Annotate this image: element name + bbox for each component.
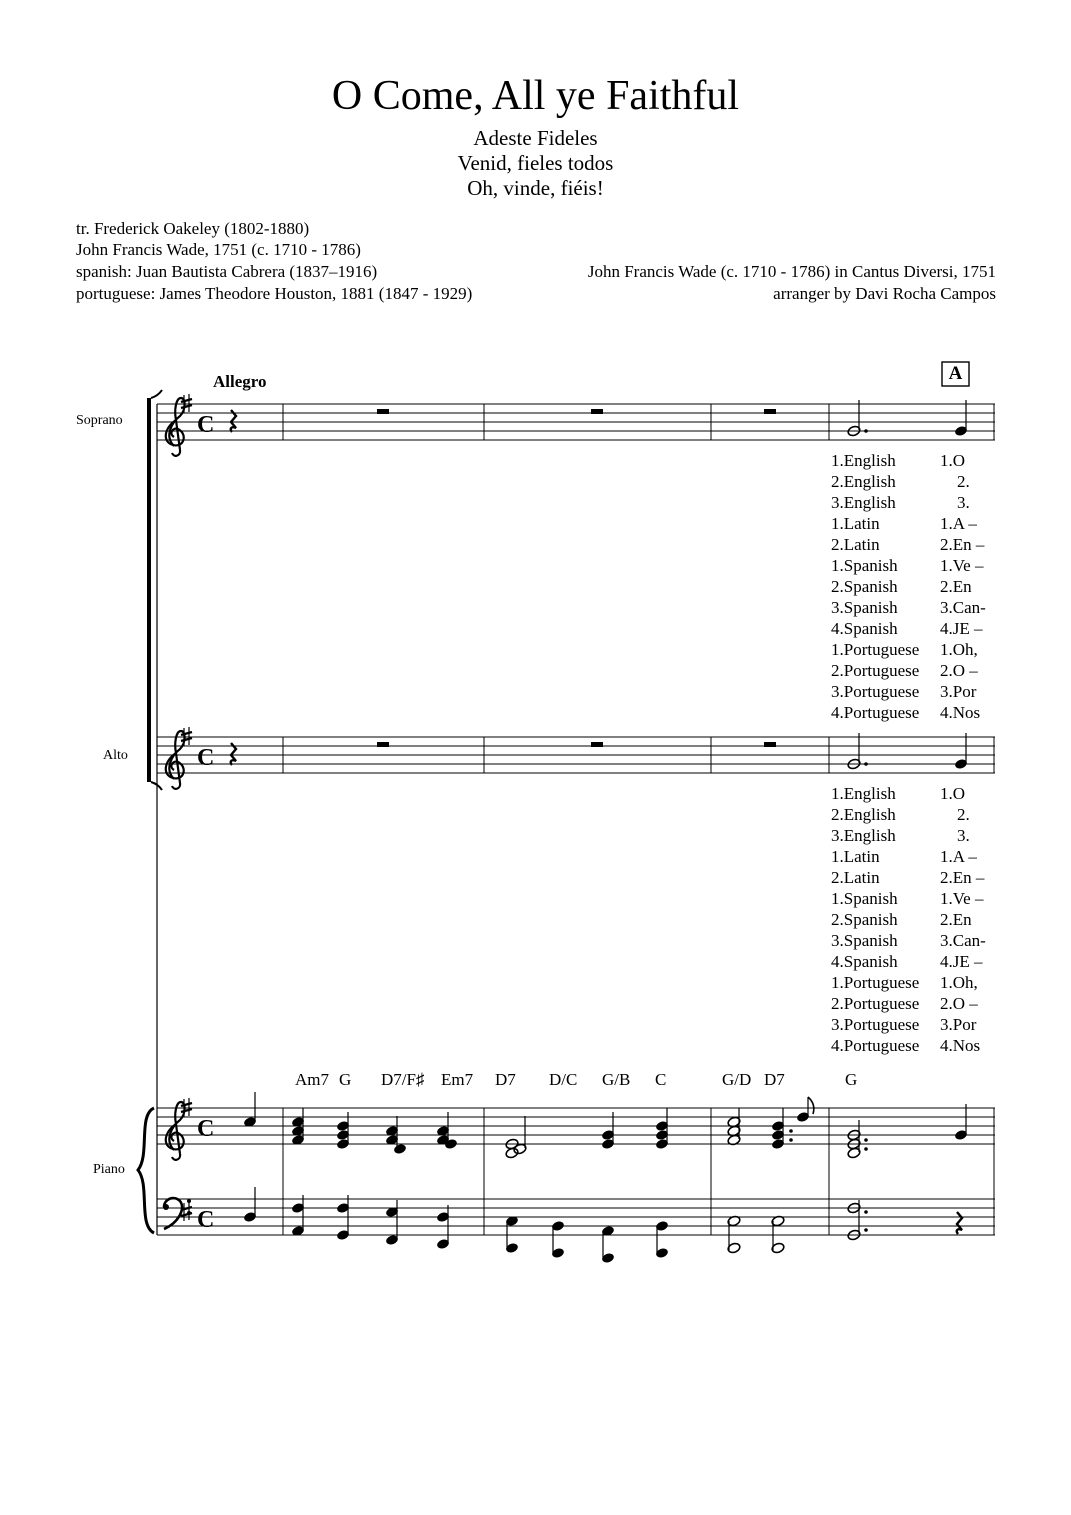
soprano-staff	[157, 394, 995, 456]
subtitle-latin: Adeste Fideles	[473, 126, 598, 150]
credit-spanish: spanish: Juan Bautista Cabrera (1837–1916)	[76, 262, 378, 281]
credit-portuguese: portuguese: James Theodore Houston, 1881 (1847 - 1929)	[76, 284, 473, 303]
chord-symbol: D/C	[549, 1070, 578, 1089]
chord-symbol: Em7	[441, 1070, 474, 1089]
credit-translator: tr. Frederick Oakeley (1802-1880)	[76, 219, 310, 238]
alto-verse-labels: 1.English 2.English 3.English 1.Latin 2.Latin 1.Spanish 2.Spanish 3.Spanish 4.Spanish 1.Portuguese 2.Portuguese 3.Portuguese 4.Portuguese	[831, 784, 920, 1055]
credit-composer: John Francis Wade (c. 1710 - 1786) in Cantus Diversi, 1751	[587, 262, 996, 281]
credit-arranger: arranger by Davi Rocha Campos	[773, 284, 996, 303]
part-label-soprano: Soprano	[76, 413, 123, 428]
svg-text:C: C	[197, 1207, 215, 1233]
subtitle-portuguese: Oh, vinde, fiéis!	[467, 176, 604, 200]
svg-text:C: C	[197, 745, 215, 771]
chord-symbol: D7/F♯	[381, 1070, 425, 1089]
part-label-piano: Piano	[93, 1162, 125, 1177]
alto-staff	[157, 727, 995, 789]
svg-text:C: C	[197, 412, 215, 438]
rehearsal-mark: A	[948, 363, 963, 384]
chord-symbol: G	[845, 1070, 858, 1089]
part-label-alto: Alto	[103, 748, 128, 763]
chord-symbol: G/B	[602, 1070, 631, 1089]
chord-symbol: D7	[764, 1070, 785, 1089]
chord-symbol: G	[339, 1070, 352, 1089]
chord-symbol: G/D	[722, 1070, 752, 1089]
piano-brace	[138, 1108, 154, 1233]
subtitle-spanish: Venid, fieles todos	[457, 151, 614, 175]
tempo-marking: Allegro	[213, 372, 267, 391]
chord-symbol: Am7	[295, 1070, 329, 1089]
choir-bracket	[147, 390, 162, 790]
alto-verse-syllables: 1.O 2. 3. 1.A – 2.En – 1.Ve – 2.En 3.Can- 4.JE – 1.Oh, 2.O – 3.Por 4.Nos	[940, 784, 986, 1055]
score-title: O Come, All ye Faithful	[331, 73, 740, 119]
chord-symbol: C	[655, 1070, 667, 1089]
credit-lyricist: John Francis Wade, 1751 (c. 1710 - 1786)	[76, 240, 361, 259]
svg-text:C: C	[197, 1116, 215, 1142]
chord-symbol: D7	[495, 1070, 516, 1089]
soprano-verse-labels: 1.English 2.English 3.English 1.Latin 2.Latin 1.Spanish 2.Spanish 3.Spanish 4.Spanish 1.Portuguese 2.Portuguese 3.Portuguese 4.Portuguese	[831, 451, 920, 722]
piano-treble-staff	[157, 1092, 995, 1235]
soprano-verse-syllables: 1.O 2. 3. 1.A – 2.En – 1.Ve – 2.En 3.Can- 4.JE – 1.Oh, 2.O – 3.Por 4.Nos	[940, 451, 986, 722]
